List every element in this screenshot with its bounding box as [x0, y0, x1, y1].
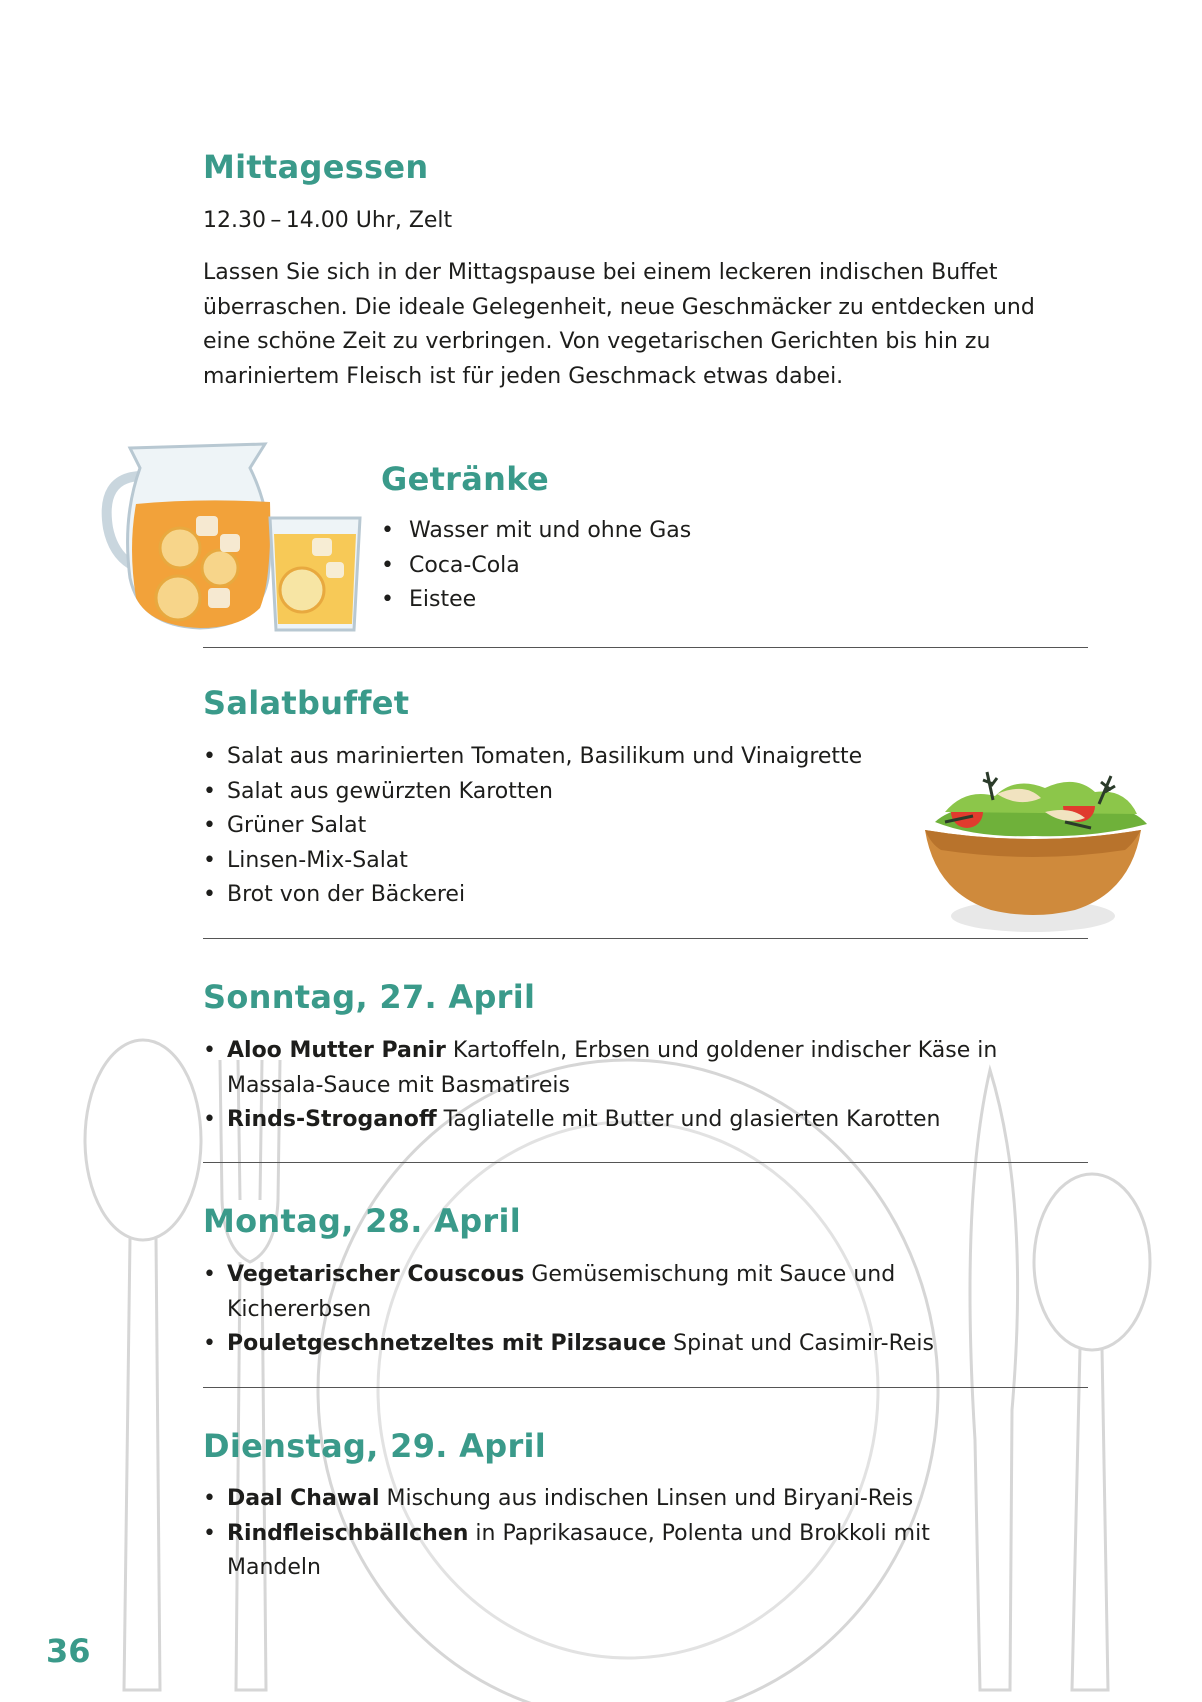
day-title-sunday: Sonntag, 27. April: [203, 978, 536, 1016]
dish-description: Gemüsemischung mit Sauce und Kichererbsen: [227, 1262, 896, 1322]
drinks-list: [381, 514, 691, 618]
dish-description: Tagliatelle mit Butter und glasierten Karotten: [436, 1107, 941, 1132]
salad-item: • Grüner Salat: [203, 809, 862, 844]
dish-name: Rindfleischbällchen: [227, 1520, 469, 1546]
lunch-time: 12.30 – 14.00 Uhr, Zelt: [203, 208, 453, 233]
dish-list-tuesday: [203, 1482, 1003, 1586]
section-divider: [203, 647, 1088, 648]
salad-item: • Salat aus marinierten Tomaten, Basilikum und Vinaigrette: [203, 740, 862, 775]
section-divider: [203, 938, 1088, 939]
drinks-item: • Eistee: [381, 583, 691, 618]
dish-list-sunday: [203, 1034, 1063, 1138]
dish-name: Rinds-Stroganoff: [227, 1107, 437, 1132]
day-title-monday: Montag, 28. April: [203, 1202, 522, 1240]
dish-name: Aloo Mutter Panir: [227, 1038, 446, 1063]
section-divider: [203, 1162, 1088, 1163]
dish-item: [203, 1327, 963, 1362]
dish-description: Mischung aus indischen Linsen und Biryani-Reis: [379, 1486, 914, 1511]
salad-list: [203, 740, 862, 913]
pitcher-and-glass-illustration: [100, 438, 362, 634]
dish-description: Spinat und Casimir-Reis: [666, 1331, 934, 1356]
dish-list-monday: [203, 1258, 963, 1362]
dish-item: [203, 1517, 1003, 1586]
salad-bowl-illustration: [915, 752, 1151, 936]
dish-description: in Paprikasauce, Polenta und Brokkoli mit Mandeln: [227, 1520, 930, 1580]
lunch-title: Mittagessen: [203, 148, 429, 186]
dish-name: Vegetarischer Couscous: [227, 1262, 525, 1287]
drinks-title: Getränke: [381, 460, 549, 498]
drinks-item: • Wasser mit und ohne Gas: [381, 514, 691, 549]
salad-item: • Salat aus gewürzten Karotten: [203, 775, 862, 810]
salad-item: • Linsen-Mix-Salat: [203, 844, 862, 879]
salad-title: Salatbuffet: [203, 684, 410, 722]
section-divider: [203, 1387, 1088, 1388]
lunch-description: Lassen Sie sich in der Mittagspause bei einem leckeren indischen Buffet überraschen. Die ideale Gelegenheit, neue Geschmäcker zu entdecken und eine schöne Zeit zu verbringen. Von vegetarischen Gerichten bis hin zu mariniertem Fleisch ist für jeden Geschmack etwas dabei.: [203, 260, 1035, 389]
dish-name: Pouletgeschnetzeltes mit Pilzsauce: [227, 1331, 667, 1356]
day-title-tuesday: Dienstag, 29. April: [203, 1427, 547, 1465]
salad-item: • Brot von der Bäckerei: [203, 878, 862, 913]
dish-item: [203, 1103, 1063, 1138]
dish-item: [203, 1258, 963, 1327]
dish-item: [203, 1034, 1063, 1103]
dish-description: Kartoffeln, Erbsen und goldener indischer Käse in Massala-Sauce mit Basmatireis: [227, 1038, 998, 1098]
dish-item: [203, 1482, 1003, 1517]
page-number: 36: [46, 1632, 91, 1670]
drinks-item: • Coca-Cola: [381, 549, 691, 584]
dish-name: Daal Chawal: [227, 1486, 380, 1511]
